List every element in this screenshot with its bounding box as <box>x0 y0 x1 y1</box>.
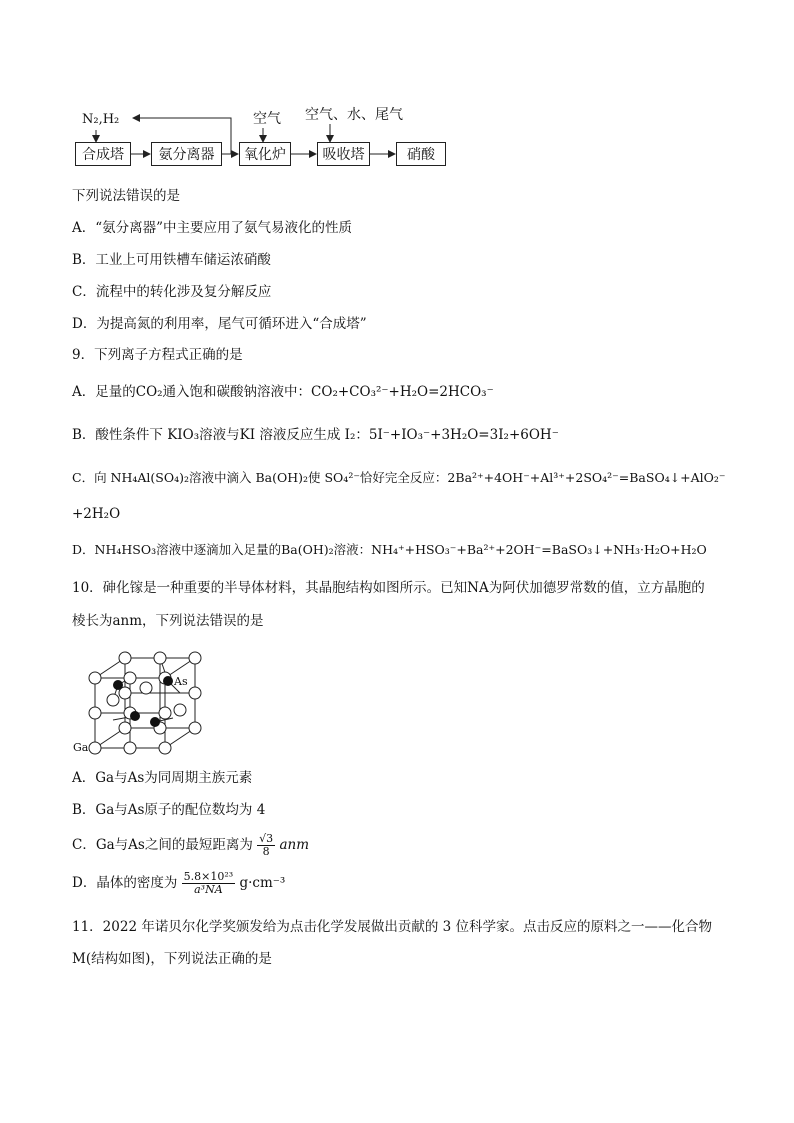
q8-option-a: A．“氨分离器”中主要应用了氨气易液化的性质 <box>72 220 353 236</box>
q11-line1: 11．2022 年诺贝尔化学奖颁发给为点击化学发展做出贡献的 3 位科学家。点击反应的原料之一——化合物 <box>72 919 712 935</box>
q9-option-b: B．酸性条件下 KIO₃溶液与KI 溶液反应生成 I₂：5I⁻+IO₃⁻+3H₂O=3I₂+6OH⁻ <box>72 427 559 443</box>
q10-option-d-denominator: a³NA <box>194 883 223 896</box>
q10-option-b: B．Ga与As原子的配位数均为 4 <box>72 802 266 818</box>
q10-option-c-suffix: anm <box>279 837 309 853</box>
q10-option-c-numerator: √3 <box>259 832 274 845</box>
flow-box-nitric-acid: 硝酸 <box>396 142 446 166</box>
q10-option-c-fraction <box>257 833 275 858</box>
label-ga: Ga <box>73 741 89 754</box>
q10-option-d-fraction <box>182 871 236 896</box>
q10-option-d-suffix: g·cm⁻³ <box>239 875 286 891</box>
q11-line2: M(结构如图)，下列说法正确的是 <box>72 951 272 967</box>
q9-option-d: D．NH₄HSO₃溶液中逐滴加入足量的Ba(OH)₂溶液：NH₄⁺+HSO₃⁻+Ba²⁺+2OH⁻=BaSO₃↓+NH₃·H₂O+H₂O <box>72 542 707 557</box>
q8-option-d: D．为提高氮的利用率，尾气可循环进入“合成塔” <box>72 316 367 332</box>
q10-option-c-prefix: C．Ga与As之间的最短距离为 <box>72 837 253 853</box>
flow-box-oxidation-furnace: 氧化炉 <box>239 142 291 166</box>
q10-option-a: A．Ga与As为同周期主族元素 <box>72 770 253 786</box>
flow-input-label: N₂,H₂ <box>82 112 120 127</box>
q8-stem: 下列说法错误的是 <box>72 188 180 204</box>
q9-option-c: C．向 NH₄Al(SO₄)₂溶液中滴入 Ba(OH)₂使 SO₄²⁻恰好完全反应：2Ba²⁺+4OH⁻+Al³⁺+2SO₄²⁻=BaSO₄↓+AlO₂⁻ <box>72 470 726 485</box>
q10-stem-line1: 10．砷化镓是一种重要的半导体材料，其晶胞结构如图所示。已知NA为阿伏加德罗常数的值，立方晶胞的 <box>72 580 705 596</box>
q8-option-b: B．工业上可用铁槽车储运浓硝酸 <box>72 252 271 268</box>
q9-option-c-continued: +2H₂O <box>72 506 121 522</box>
q9-option-a: A．足量的CO₂通入饱和碳酸钠溶液中：CO₂+CO₃²⁻+H₂O=2HCO₃⁻ <box>72 384 494 400</box>
flow-box-absorption-tower: 吸收塔 <box>317 142 370 166</box>
q10-option-c <box>72 832 309 858</box>
label-as: As <box>174 675 188 688</box>
q10-option-d-prefix: D．晶体的密度为 <box>72 875 178 891</box>
flow-air-water-tail-label: 空气、水、尾气 <box>305 107 403 123</box>
flow-box-ammonia-separator: 氨分离器 <box>151 142 222 166</box>
q9-stem: 9．下列离子方程式正确的是 <box>72 347 243 363</box>
q10-option-d-numerator: 5.8×10²³ <box>183 870 234 883</box>
q10-option-d <box>72 870 285 896</box>
gaas-unit-cell-figure <box>70 648 210 758</box>
q10-option-c-denominator: 8 <box>262 845 270 858</box>
q10-stem-line2: 棱长为anm，下列说法错误的是 <box>72 613 264 629</box>
flow-air-label: 空气 <box>253 111 281 127</box>
q8-option-c: C．流程中的转化涉及复分解反应 <box>72 284 272 300</box>
flow-box-synthesis-tower: 合成塔 <box>75 142 131 166</box>
